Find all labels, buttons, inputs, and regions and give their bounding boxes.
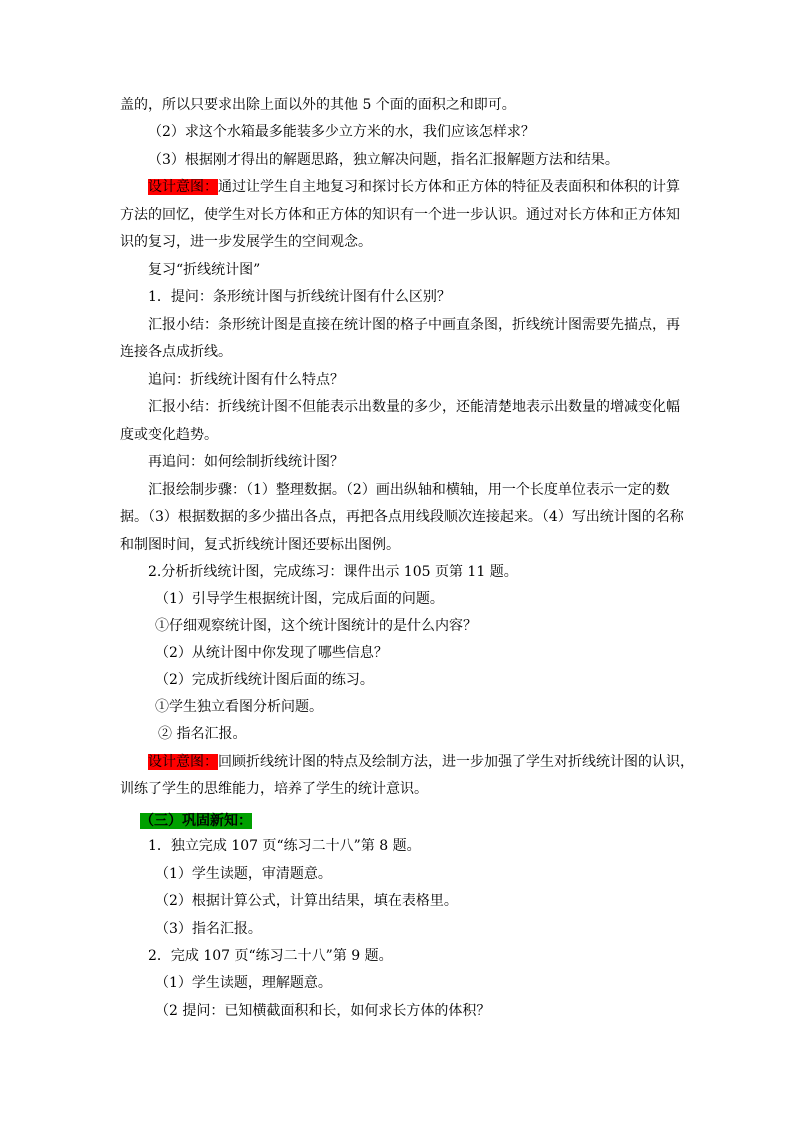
paragraph-line: 据。（3）根据数据的多少描出各点，再把各点用线段顺次连接起来。（4）写出统计图的名称	[120, 509, 684, 525]
exercise-line: 2.分析折线统计图，完成练习：课件出示 105 页第 11 题。	[148, 564, 518, 580]
step-line: ①仔细观察统计图，这个统计图统计的是什么内容？	[155, 618, 477, 634]
step-line: （1）学生读题，理解题意。	[155, 975, 332, 991]
section-tag: （三）巩固新知：	[140, 813, 252, 829]
design-intent-paragraph	[148, 177, 680, 197]
paragraph-text: 回顾折线统计图的特点及绘制方法，进一步加强了学生对折线统计图的认识，	[218, 754, 694, 770]
paragraph-line: 盖的，所以只要求出除上面以外的其他 5 个面的面积之和即可。	[120, 97, 516, 113]
paragraph-line: 汇报绘制步骤：（1）整理数据。（2）画出纵轴和横轴，用一个长度单位表示一定的数	[148, 482, 670, 498]
step-line: （2）从统计图中你发现了哪些信息？	[155, 645, 388, 661]
paragraph-text: 通过让学生自主地复习和探讨长方体和正方体的特征及表面积和体积的计算	[218, 179, 680, 195]
step-line: （1）引导学生根据统计图，完成后面的问题。	[155, 591, 444, 607]
paragraph-line: 识的复习，进一步发展学生的空间观念。	[120, 234, 372, 250]
exercise-line: 2．完成 107 页“练习二十八”第 9 题。	[148, 948, 393, 964]
paragraph-line: 汇报小结：折线统计图不但能表示出数量的多少，还能清楚地表示出数量的增减变化幅	[148, 399, 680, 415]
step-line: （1）学生读题，审清题意。	[155, 866, 332, 882]
paragraph-line: 和制图时间，复式折线统计图还要标出图例。	[120, 537, 400, 553]
paragraph-line: 方法的回忆，使学生对长方体和正方体的知识有一个进一步认识。通过对长方体和正方体知	[120, 207, 680, 223]
section-heading	[140, 811, 252, 831]
design-intent-tag: 设计意图：	[148, 179, 218, 195]
step-line: ② 指名汇报。	[158, 726, 247, 742]
exercise-line: 1．独立完成 107 页“练习二十八”第 8 题。	[148, 838, 421, 854]
question-line: 1．提问：条形统计图与折线统计图有什么区别？	[148, 289, 451, 305]
paragraph-line: 连接各点成折线。	[120, 344, 232, 360]
paragraph-line: 训练了学生的思维能力，培养了学生的统计意识。	[120, 781, 428, 797]
step-line: （3）指名汇报。	[155, 921, 262, 937]
question-line: 追问：折线统计图有什么特点？	[148, 372, 344, 388]
step-line: ①学生独立看图分析问题。	[155, 699, 323, 715]
step-line: （2）根据计算公式，计算出结果，填在表格里。	[155, 893, 458, 909]
step-line: （2 提问：已知横截面积和长，如何求长方体的体积？	[155, 1003, 491, 1019]
design-intent-tag: 设计意图：	[148, 754, 218, 770]
section-heading: 复习“折线统计图”	[148, 262, 261, 278]
question-line: 再追问：如何绘制折线统计图？	[148, 454, 344, 470]
step-line: （2）完成折线统计图后面的练习。	[155, 672, 374, 688]
question-line: （2）求这个水箱最多能装多少立方米的水，我们应该怎样求？	[148, 124, 535, 140]
paragraph-line: 度或变化趋势。	[120, 427, 218, 443]
paragraph-line: 汇报小结：条形统计图是直接在统计图的格子中画直条图，折线统计图需要先描点，再	[148, 317, 680, 333]
question-line: （3）根据刚才得出的解题思路，独立解决问题，指名汇报解题方法和结果。	[148, 152, 619, 168]
design-intent-paragraph	[148, 752, 694, 772]
